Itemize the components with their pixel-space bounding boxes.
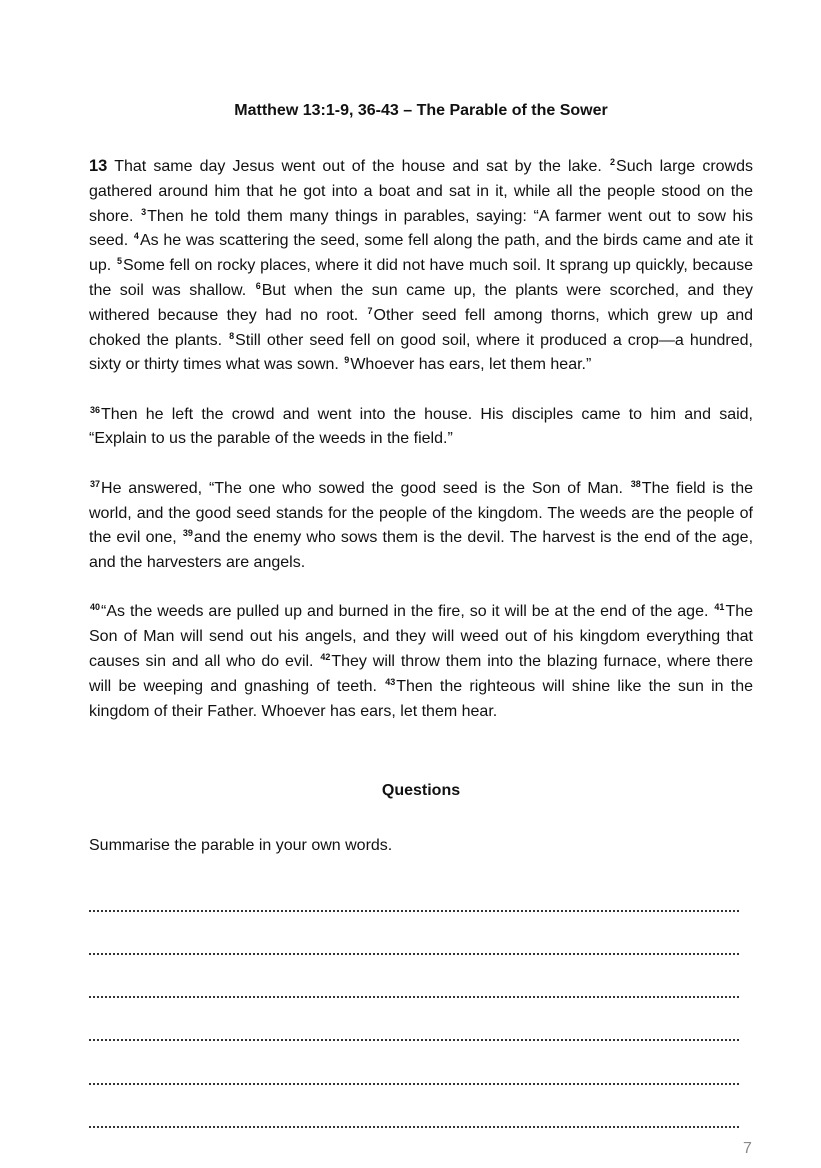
verse-number: 9	[344, 355, 350, 366]
verse-number: 42	[320, 652, 331, 663]
answer-line[interactable]	[89, 1019, 739, 1041]
page-number: 7	[743, 1140, 752, 1157]
verse-number: 37	[90, 478, 101, 489]
verse-number: 40	[90, 602, 101, 613]
verse-number: 7	[367, 305, 373, 316]
verse-text: “As the weeds are pulled up and burned in the fire, so it will be at the end of the age.	[101, 603, 709, 621]
verse-number: 2	[610, 157, 616, 167]
verse-text: Then he told them many things in parables, saying: “A farmer went out to sow his seed.	[89, 207, 753, 250]
verse-number: 39	[182, 528, 193, 539]
verse-text: As he was scattering the seed, some fell along the path, and the birds came and ate it up.	[89, 232, 753, 275]
answer-line[interactable]	[89, 976, 739, 998]
answer-line[interactable]	[89, 1106, 739, 1128]
scripture-paragraph-3	[89, 477, 753, 576]
verse-number: 43	[385, 676, 396, 687]
chapter-number: 13	[89, 157, 108, 175]
verse-number: 5	[116, 256, 122, 267]
answer-line[interactable]	[89, 1063, 739, 1085]
verse-text: Then he left the crowd and went into the house. His disciples came to him and said, “Explain to us the parable of the weeds in the field.”	[89, 405, 753, 448]
verse-text: Then the righteous will shine like the sun in the kingdom of their Father. Whoever has ears, let them hear.	[89, 677, 753, 720]
verse-number: 38	[630, 478, 641, 489]
verse-text: The Son of Man will send out his angels, and they will weed out of his kingdom everything that causes sin and all who do evil.	[89, 603, 754, 671]
verse-text: They will throw them into the blazing furnace, where there will be weeping and gnashing of teeth.	[89, 653, 754, 695]
questions-heading: Questions	[381, 782, 461, 799]
verse-text: Such large crowds gathered around him that he got into a boat and sat in it, while all the people stood on the shore.	[89, 158, 754, 225]
verse-number: 36	[90, 404, 101, 415]
verse-text: Other seed fell among thorns, which grew up and choked the plants.	[89, 306, 754, 349]
verse-text: He answered, “The one who sowed the good seed is the Son of Man.	[101, 479, 623, 497]
verse-text: Whoever has ears, let them hear.”	[350, 356, 592, 374]
verse-text: Still other seed fell on good soil, where it produced a crop—a hundred, sixty or thirty times what was sown.	[89, 331, 753, 374]
verse-number: 41	[714, 602, 725, 613]
question-prompt: Summarise the parable in your own words.	[89, 837, 393, 854]
verse-number: 8	[229, 330, 235, 341]
verse-number: 4	[133, 231, 139, 242]
verse-number: 6	[255, 280, 261, 291]
verse-text: The field is the world, and the good seed stands for the people of the kingdom. The weeds are the people of the evil one,	[89, 479, 753, 547]
scripture-paragraph-4	[89, 600, 753, 724]
answer-line[interactable]	[89, 890, 739, 912]
verse-text: That same day Jesus went out of the house and sat by the lake.	[114, 158, 602, 175]
verse-number: 3	[141, 206, 147, 217]
scripture-passage	[89, 154, 753, 749]
answer-line[interactable]	[89, 933, 739, 955]
verse-text: But when the sun came up, the plants were scorched, and they withered because they had no root.	[89, 281, 754, 324]
page-title: Matthew 13:1-9, 36-43 – The Parable of the Sower	[234, 102, 608, 119]
scripture-paragraph-1	[89, 154, 753, 378]
scripture-paragraph-2	[89, 403, 753, 453]
verse-text: Some fell on rocky places, where it did not have much soil. It sprang up quickly, because the soil was shallow.	[89, 257, 753, 299]
verse-text: and the enemy who sows them is the devil. The harvest is the end of the age, and the harvesters are angels.	[89, 529, 754, 572]
